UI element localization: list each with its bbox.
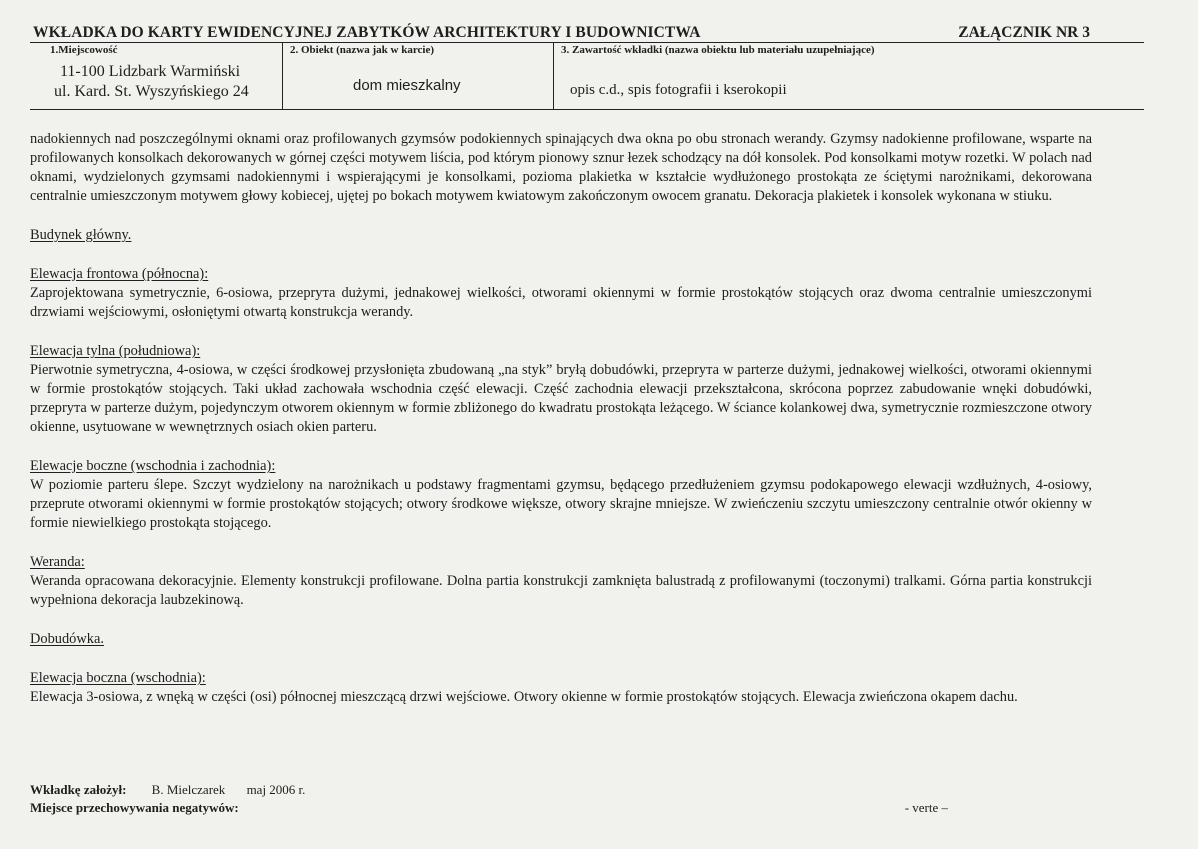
heading-rear-elevation: Elewacja tylna (południowa): [30, 343, 201, 359]
heading-side-elevations: Elewacje boczne (wschodnia i zachodnia): [30, 458, 276, 474]
form-title: WKŁADKA DO KARTY EWIDENCYJNEJ ZABYTKÓW ARCHITEKTURY I BUDOWNICTWA [33, 24, 701, 41]
heading-veranda: Weranda: [30, 554, 85, 570]
author-label: Wkładkę założył: [30, 782, 127, 797]
author-name: B. Mielczarek [151, 782, 226, 797]
rear-elevation-paragraph: Pierwotnie symetryczna, 4-osiowa, w części środkowej przysłonięta zbudowaną „na styk” bryłą dobudówki, przeprута w parterze dużymi, jednakowej wielkości, otworami okiennymi w formie prostokątów stojących. Taki układ zachowała wschodnia część elewacji. Część zachodnia elewacji przekształcona, skrócona poprzez zabudowanie wnęki dobudówki, przeprута w parterze dużym, pojedynczym otworem okiennym w formie zbliżonego do kwadratu prostokąta leżącego. W ściance kolankowej dwa, symetrycznie rozmieszczone otwory okienne, usytuowane w wewnętrznych osiach okien parteru. [30, 362, 1092, 435]
field-locality-label: 1.Miejscowość [50, 44, 118, 56]
field-locality-line1: 11-100 Lidzbark Warmiński [60, 63, 241, 80]
veranda-paragraph: Weranda opracowana dekoracyjnie. Elementy konstrukcji profilowane. Dolna partia konstrukcji zamknięta balustradą z profilowanymi (toczonymi) tralkami. Górna partia konstrukcji wypełniona dekoracja laubzekinową. [30, 573, 1092, 608]
heading-annex: Dobudówka. [30, 631, 104, 647]
header-rule [30, 42, 1144, 43]
field-contents-label: 3. Zawartość wkładki (nazwa obiektu lub materiału uzupełniające) [561, 44, 875, 56]
negatives-label: Miejsce przechowywania negatywów: [30, 800, 239, 815]
author-date: maj 2006 r. [246, 782, 306, 797]
intro-paragraph: nadokiennych nad poszczególnymi oknami oraz profilowanych gzymsów podokiennych spinających dwa okna po obu stronach werandy. Gzymsy nadokienne profilowane, wsparte na profilowanych konsolkach dekorowanych w górnej części motywem liścia, pod którym pionowy sznur łezek schodzący na dół konsolek. Pod konsolkami motyw rozetki. W polach nad oknami, wydzielonych gzymsami nadokiennymi i wspierającymi je konsolkami, pozioma plakietka w kształcie wydłużonego prostokąta ze ściętymi narożnikami, dekorowana centralnie umieszczonym motywem głowy kobiecej, ujętej po bokach motywem kwiatowym zakończonym owocem granatu. Dekoracja plakietek i konsolek wykonana w stiuku. [30, 131, 1092, 204]
footer-negatives-line [30, 800, 239, 816]
description-body [30, 130, 1092, 707]
field-divider-1 [282, 43, 283, 110]
footer-author-line [30, 782, 305, 798]
verte-note: - verte – [904, 800, 948, 815]
heading-front-elevation: Elewacja frontowa (północna): [30, 266, 209, 282]
heading-main-building: Budynek główny. [30, 227, 132, 243]
fields-bottom-rule [30, 109, 1144, 110]
field-locality-line2: ul. Kard. St. Wyszyńskiego 24 [54, 83, 249, 100]
field-object-label: 2. Obiekt (nazwa jak w karcie) [290, 44, 435, 56]
side-elevations-paragraph: W poziomie parteru ślepe. Szczyt wydzielony na narożnikach u podstawy fragmentami gzymsu, będącego przedłużeniem gzymsu podokapowego elewacji wzdłużnych, 4-osiowy, przeprute otworami okiennymi w formie prostokątów stojących; otwory środkowe większe, otwory skrajne mniejsze. W zwieńczeniu szczytu umieszczony centralnie otwór okienny w formie niewielkiego prostokąta stojącego. [30, 477, 1092, 531]
field-contents-value: opis c.d., spis fotografii i kserokopii [570, 82, 787, 98]
annex-side-elevation-paragraph: Elewacja 3-osiowa, z wnęką w części (osi) północnej mieszczącą drzwi wejściowe. Otwory okienne w formie prostokątów stojących. Elewacja zwieńczona okapem dachu. [30, 689, 1018, 705]
field-object-value: dom mieszkalny [353, 77, 461, 94]
heading-annex-side-elevation: Elewacja boczna (wschodnia): [30, 670, 206, 686]
annex-number: ZAŁĄCZNIK NR 3 [958, 24, 1090, 41]
field-divider-2 [553, 43, 554, 110]
front-elevation-paragraph: Zaprojektowana symetrycznie, 6-osiowa, przeprута dużymi, jednakowej wielkości, otworami okiennymi w formie prostokątów stojących oraz dwoma centralnie umieszczonymi drzwiami wejściowymi, osłoniętymi otwartą konstrukcja werandy. [30, 285, 1092, 320]
